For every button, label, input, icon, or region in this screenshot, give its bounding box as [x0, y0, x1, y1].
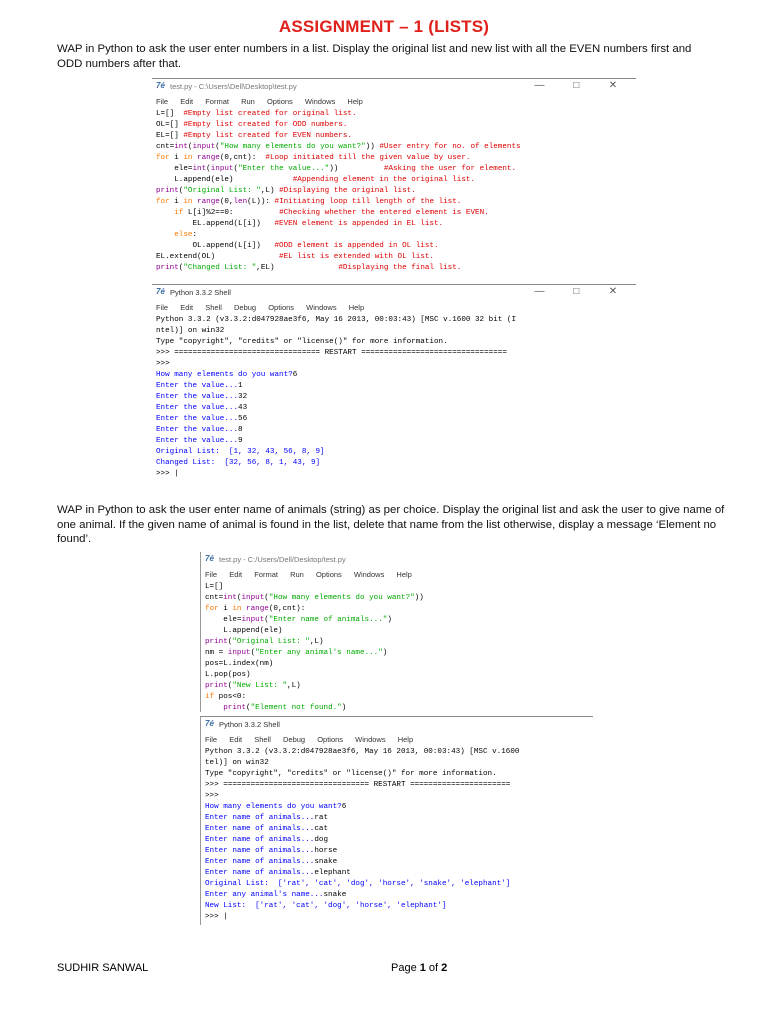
shell-window-title: Python 3.3.2 Shell [170, 288, 231, 297]
menu-debug[interactable]: Debug [283, 735, 306, 744]
menu-options[interactable]: Options [266, 97, 293, 106]
window-controls [522, 286, 630, 297]
menu-windows[interactable]: Windows [306, 303, 337, 312]
close-icon[interactable]: ✕ [608, 286, 618, 297]
menu-file[interactable]: File [205, 735, 218, 744]
editor-code-1[interactable]: L=[] #Empty list created for original list. OL=[] #Empty list created for ODD numbers. EL=[] #Empty list created for EVEN numbers. cnt=int(input("How many elements do you want?")) #User entry for no. of elements for i in range(0,cnt): #Loop initiated till the given value by user. ele=int(input("Enter the value...")) #Asking the user for element. L.append(ele) #Appending element in the original list. print("Original List: ",L) #Displaying the original list. for i in range(0,len(L)): #Initiating loop till length of the list. if L[i]%2==0: #Checking whether the entered element is EVEN. EL.append(L[i]) #EVEN element is appended in EL list. else: OL.append(L[i]) #ODD element is appended in OL list. EL.extend(OL) #EL list is extended with OL list. print("Changed List: ",EL) #Displaying the final list. [156, 110, 521, 272]
python-icon: 7é [205, 719, 214, 728]
menu-windows[interactable]: Windows [355, 735, 386, 744]
question-2-text: WAP in Python to ask the user enter name of animals (string) as per choice. Display the original list and ask the user to give name of one animal. If the given name of animal is found in the list, delete that name from the list otherwise, display a message ‘Element no found’. [57, 504, 725, 545]
footer-author: SUDHIR SANWAL [57, 962, 149, 974]
shell-titlebar [152, 285, 636, 301]
menu-help[interactable]: Help [347, 97, 363, 106]
shell-window-2 [200, 716, 593, 925]
editor-window-1 [152, 78, 636, 279]
menu-options[interactable]: Options [317, 735, 344, 744]
python-icon: 7é [156, 287, 165, 296]
maximize-icon[interactable]: □ [573, 80, 580, 91]
footer-page-number: Page 1 of 2 [391, 962, 448, 974]
menu-edit[interactable]: Edit [229, 570, 243, 579]
maximize-icon[interactable]: □ [573, 286, 580, 297]
shell-output-2[interactable]: Python 3.3.2 (v3.3.2:d047928ae3f6, May 16 2013, 00:03:43) [MSC v.1600 tel)] on win32 Type "copyright", "credits" or "license()" for more information. >>> ================================ RESTART ====================== >>> How many elements do you want?6 Enter name of animals...rat Enter name of animals...cat Enter name of animals...dog Enter name of animals...horse Enter name of animals...snake Enter name of animals...elephant Original List: ['rat', 'cat', 'dog', 'horse', 'snake', 'elephant'] Enter any animal's name...snake New List: ['rat', 'cat', 'dog', 'horse', 'elephant'] >>> | [205, 748, 520, 921]
menu-file[interactable]: File [205, 570, 218, 579]
python-icon: 7é [156, 81, 165, 90]
editor-code-2[interactable]: L=[] cnt=int(input("How many elements do you want?")) for i in range(0,cnt): ele=input("Enter name of animals...") L.append(ele) print("Original List: ",L) nm = input("Enter any animal's name...") pos=L.index(nm) L.pop(pos) print("New List: ",L) if pos<0: print("Element not found.") [205, 583, 424, 712]
menu-run[interactable]: Run [290, 570, 304, 579]
close-icon[interactable]: ✕ [608, 80, 618, 91]
menu-edit[interactable]: Edit [229, 735, 243, 744]
menu-options[interactable]: Options [315, 570, 342, 579]
menu-file[interactable]: File [156, 97, 169, 106]
minimize-icon[interactable]: — [534, 80, 545, 91]
editor-titlebar [152, 79, 636, 95]
window-controls [522, 80, 630, 91]
menu-help[interactable]: Help [396, 570, 412, 579]
menu-edit[interactable]: Edit [180, 97, 194, 106]
python-icon: 7é [205, 554, 214, 563]
editor-menubar [152, 95, 636, 109]
editor-window-title: test.py - C:\Users\Dell\Desktop\test.py [170, 82, 297, 91]
editor-window-title: test.py - C:/Users/Dell/Desktop/test.py [219, 555, 346, 564]
menu-help[interactable]: Help [397, 735, 414, 744]
shell-menubar [201, 733, 593, 747]
menu-format[interactable]: Format [205, 97, 229, 106]
shell-output-1[interactable]: Python 3.3.2 (v3.3.2:d047928ae3f6, May 16 2013, 00:03:43) [MSC v.1600 32 bit (I ntel)] on win32 Type "copyright", "credits" or "license()" for more information. >>> ================================ RESTART ================================ >>> How many elements do you want?6 Enter the value...1 Enter the value...32 Enter the value...43 Enter the value...56 Enter the value...8 Enter the value...9 Original List: [1, 32, 43, 56, 8, 9] Changed List: [32, 56, 8, 1, 43, 9] >>> | [156, 316, 517, 478]
menu-format[interactable]: Format [254, 570, 278, 579]
shell-window-title: Python 3.3.2 Shell [219, 720, 280, 729]
editor-menubar [201, 568, 593, 582]
menu-windows[interactable]: Windows [304, 97, 336, 106]
assignment-title: ASSIGNMENT – 1 (LISTS) [278, 17, 490, 36]
menu-edit[interactable]: Edit [180, 303, 194, 312]
menu-shell[interactable]: Shell [254, 735, 271, 744]
menu-options[interactable]: Options [268, 303, 295, 312]
question-1-text: WAP in Python to ask the user enter numbers in a list. Display the original list and new list with all the EVEN numbers first and ODD numbers after that. [57, 43, 692, 70]
menu-windows[interactable]: Windows [353, 570, 385, 579]
shell-menubar [152, 301, 636, 315]
menu-file[interactable]: File [156, 303, 169, 312]
menu-run[interactable]: Run [241, 97, 255, 106]
minimize-icon[interactable]: — [534, 286, 545, 297]
editor-window-2 [200, 552, 593, 712]
menu-help[interactable]: Help [348, 303, 365, 312]
shell-window-1 [152, 284, 636, 489]
menu-debug[interactable]: Debug [234, 303, 257, 312]
menu-shell[interactable]: Shell [205, 303, 222, 312]
editor-titlebar [201, 552, 593, 568]
shell-titlebar [201, 717, 593, 733]
